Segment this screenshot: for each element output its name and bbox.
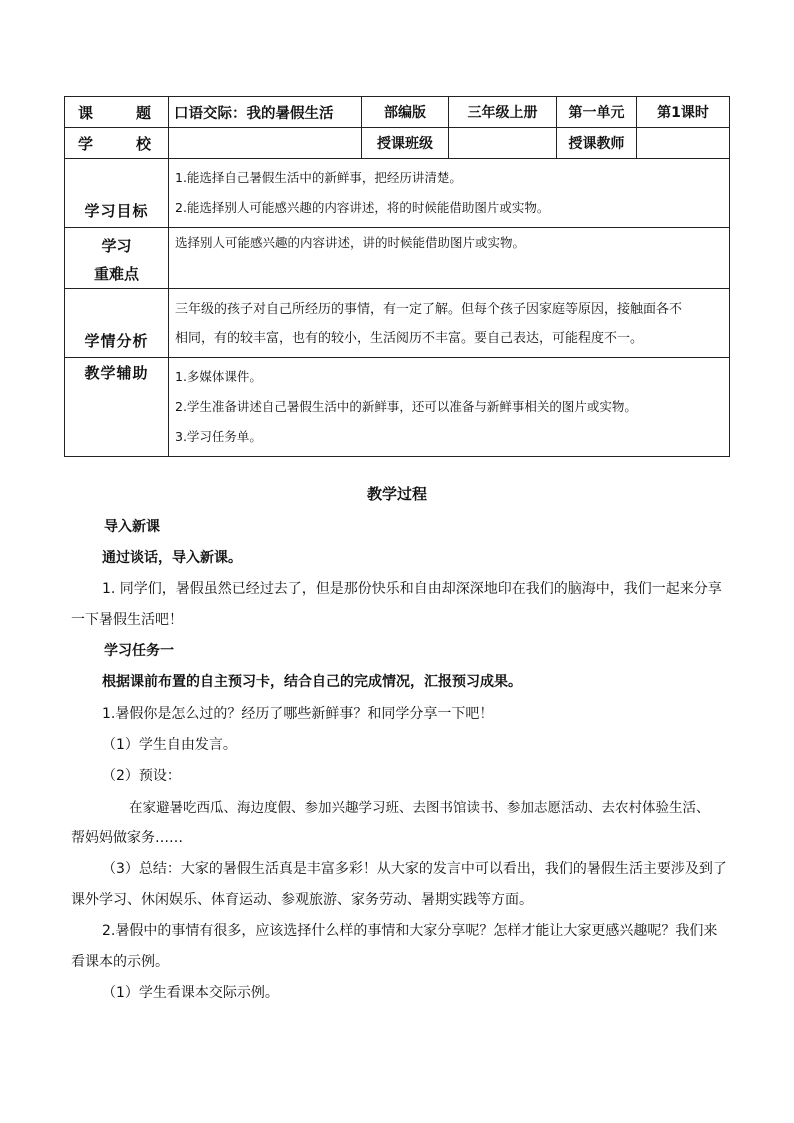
grade: 三年级上册	[449, 97, 557, 128]
aids-content	[169, 358, 730, 457]
paragraph-line: 帮妈妈做家务……	[71, 830, 183, 846]
table-row	[65, 97, 730, 128]
lesson-label: 课 题	[65, 97, 169, 128]
section-heading: 导入新课	[104, 519, 160, 535]
section-subheading: 通过谈话，导入新课。	[102, 550, 242, 566]
paragraph-line: （3）总结：大家的暑假生活真是丰富多彩！从大家的发言中可以看出，我们的暑假生活主要涉及到了	[102, 861, 727, 877]
paragraph-line: （1）学生看课本交际示例。	[102, 985, 279, 1001]
class-label: 授课班级	[362, 128, 449, 159]
teacher-value	[637, 128, 730, 159]
process-title: 教学过程	[366, 485, 427, 503]
period: 第1课时	[637, 97, 730, 128]
analysis-content	[169, 289, 730, 358]
paragraph-line: 1.暑假你是怎么过的？经历了哪些新鲜事？和同学分享一下吧！	[102, 706, 494, 722]
edition: 部编版	[362, 97, 449, 128]
table-row	[65, 358, 730, 457]
paragraph-line: 一下暑假生活吧！	[71, 612, 183, 628]
school-label: 学 校	[65, 128, 169, 159]
lesson-title: 口语交际：我的暑假生活	[169, 97, 362, 128]
goal-line: 1.能选择自己暑假生活中的新鲜事，把经历讲清楚。	[175, 170, 462, 185]
table-row	[65, 228, 730, 289]
paragraph-line: 2.暑假中的事情有很多，应该选择什么样的事情和大家分享呢？怎样才能让大家更感兴趣呢？我们来	[102, 923, 718, 939]
analysis-line: 三年级的孩子对自己所经历的事情，有一定了解。但每个孩子因家庭等原因，接触面各不	[175, 302, 683, 317]
paragraph-line: （2）预设：	[102, 768, 181, 784]
goals-label: 学习目标	[65, 159, 169, 228]
paragraph-line: 在家避暑吃西瓜、海边度假、参加兴趣学习班、去图书馆读书、参加志愿活动、去农村体验生活、	[129, 800, 710, 816]
aid-line: 3.学习任务单。	[175, 429, 262, 444]
table-row	[65, 159, 730, 228]
teacher-label: 授课教师	[557, 128, 637, 159]
key-points-label	[65, 228, 169, 289]
key-points-content: 选择别人可能感兴趣的内容讲述，讲的时候能借助图片或实物。	[169, 228, 730, 289]
key-points-label-line: 学习	[101, 237, 132, 255]
paragraph-line: 1. 同学们，暑假虽然已经过去了，但是那份快乐和自由却深深地印在我们的脑海中，我们一起来分享	[102, 581, 722, 597]
paragraph-line: （1）学生自由发言。	[102, 737, 237, 753]
unit: 第一单元	[557, 97, 637, 128]
paragraph-line: 看课本的示例。	[71, 954, 169, 970]
analysis-line: 相同，有的较丰富，也有的较小，生活阅历不丰富。要自己表达，可能程度不一。	[175, 331, 644, 346]
table-row	[65, 289, 730, 358]
analysis-label: 学情分析	[65, 289, 169, 358]
aid-line: 2.学生准备讲述自己暑假生活中的新鲜事，还可以准备与新鲜事相关的图片或实物。	[175, 399, 637, 414]
aids-label: 教学辅助	[65, 358, 169, 457]
table-row	[65, 128, 730, 159]
aid-line: 1.多媒体课件。	[175, 369, 262, 384]
class-value	[449, 128, 557, 159]
school-value	[169, 128, 362, 159]
goal-line: 2.能选择别人可能感兴趣的内容讲述，将的时候能借助图片或实物。	[175, 200, 550, 215]
lesson-info-table	[64, 96, 730, 457]
section-subheading: 根据课前布置的自主预习卡，结合自己的完成情况，汇报预习成果。	[102, 674, 522, 690]
key-points-label-line: 重难点	[93, 265, 139, 283]
section-heading: 学习任务一	[104, 643, 174, 659]
goals-content	[169, 159, 730, 228]
paragraph-line: 课外学习、休闲娱乐、体育运动、参观旅游、家务劳动、暑期实践等方面。	[71, 892, 533, 908]
